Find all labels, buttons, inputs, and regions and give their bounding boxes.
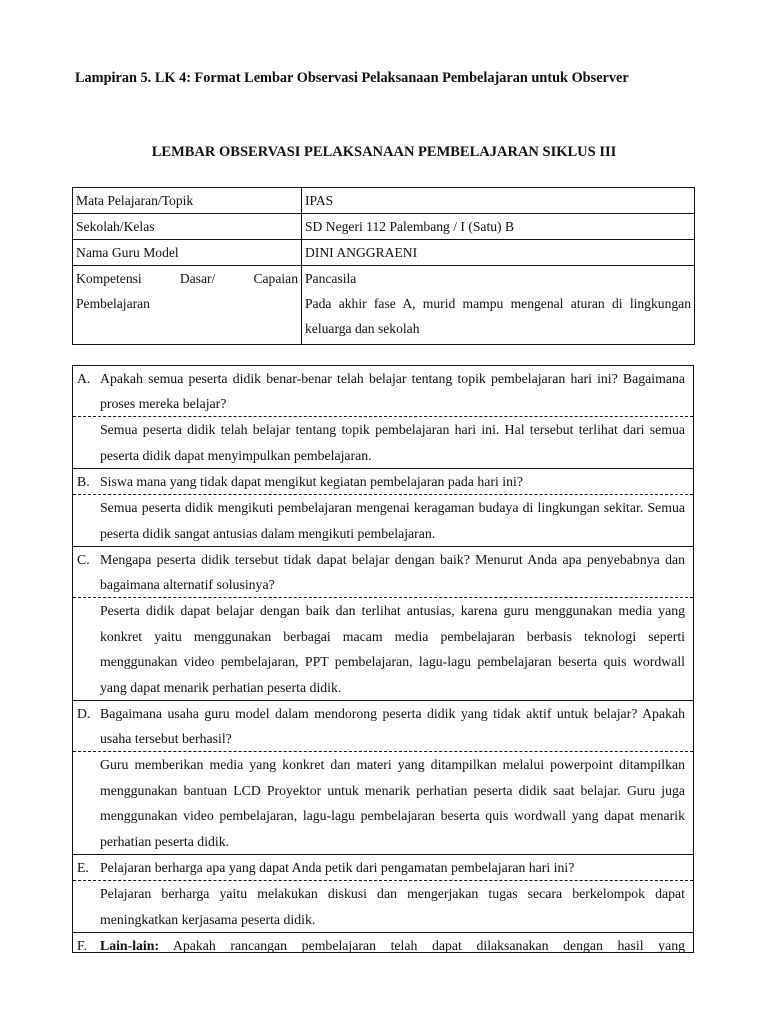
question-letter: D. bbox=[77, 706, 91, 721]
question-row-e bbox=[73, 854, 693, 880]
question-row-d bbox=[73, 700, 693, 751]
table-row bbox=[73, 214, 695, 240]
answer-text-a: Semua peserta didik telah belajar tentang topik pembelajaran hari ini. Hal tersebut terlihat dari semua peserta didik dapat menyimpulkan pembelajaran. bbox=[73, 416, 693, 468]
info-value: DINI ANGGRAENI bbox=[302, 240, 695, 266]
page-title: LEMBAR OBSERVASI PELAKSANAAN PEMBELAJARAN SIKLUS III bbox=[151, 144, 617, 160]
question-row-a bbox=[73, 366, 693, 416]
question-text: Apakah semua peserta didik benar-benar telah belajar tentang topik pembelajaran hari ini? Bagaimana proses mereka belajar? bbox=[100, 371, 685, 411]
info-label: Nama Guru Model bbox=[73, 240, 302, 266]
info-value: SD Negeri 112 Palembang / I (Satu) B bbox=[302, 214, 695, 240]
question-row-f bbox=[73, 932, 693, 953]
question-text: Mengapa peserta didik tersebut tidak dapat belajar dengan baik? Menurut Anda apa penyebabnya dan bagaimana alternatif solusinya? bbox=[100, 552, 685, 592]
question-row-c bbox=[73, 546, 693, 597]
observation-questions bbox=[72, 365, 694, 953]
question-letter: B. bbox=[77, 474, 90, 489]
question-letter: E. bbox=[77, 860, 89, 875]
answer-text-d: Guru memberikan media yang konkret dan materi yang ditampilkan melalui powerpoint ditampilkan menggunakan bantuan LCD Proyektor untuk menarik perhatian peserta didik saat belajar. Guru juga menggunakan video pembelajaran, lagu-lagu pembelajaran beserta quis wordwall yang dapat menarik perhatian peserta didik. bbox=[73, 751, 693, 854]
kompetensi-value-line1: Pancasila bbox=[305, 271, 357, 286]
kompetensi-value-para: Pada akhir fase A, murid mampu mengenal aturan di lingkungan keluarga dan sekolah bbox=[305, 296, 691, 336]
attachment-heading: Lampiran 5. LK 4: Format Lembar Observasi Pelaksanaan Pembelajaran untuk Observer bbox=[75, 70, 629, 86]
question-letter: A. bbox=[77, 371, 91, 386]
question-row-b bbox=[73, 468, 693, 494]
answer-text-e: Pelajaran berharga yaitu melakukan diskusi dan mengerjakan tugas secara berkelompok dapat meningkatkan kerjasama peserta didik. bbox=[73, 880, 693, 932]
question-text: Pelajaran berharga apa yang dapat Anda petik dari pengamatan pembelajaran hari ini? bbox=[100, 860, 575, 875]
kompetensi-label-line2: Pembelajaran bbox=[76, 296, 150, 311]
question-text: Bagaimana usaha guru model dalam mendorong peserta didik yang tidak aktif untuk belajar? Apakah usaha tersebut berhasil? bbox=[100, 706, 685, 746]
question-text bbox=[100, 933, 693, 953]
table-row bbox=[73, 266, 695, 345]
info-value: IPAS bbox=[302, 188, 695, 214]
question-letter: F. bbox=[77, 938, 88, 953]
answer-text-c: Peserta didik dapat belajar dengan baik dan terlihat antusias, karena guru menggunakan media yang konkret yaitu menggunakan berbagai macam media pembelajaran berbasis teknologi seperti menggunakan video pembelajaran, PPT pembelajaran, lagu-lagu pembelajaran beserta quis wordwall yang dapat menarik perhatian peserta didik. bbox=[73, 597, 693, 700]
table-row bbox=[73, 188, 695, 214]
kompetensi-label-line1: Kompetensi Dasar/ Capaian bbox=[76, 271, 298, 286]
info-label: Sekolah/Kelas bbox=[73, 214, 302, 240]
question-text: Siswa mana yang tidak dapat mengikut kegiatan pembelajaran pada hari ini? bbox=[100, 474, 523, 489]
other-question-text: Apakah rancangan pembelajaran telah dapat dilaksanakan dengan hasil yang bbox=[159, 938, 685, 953]
info-label-kompetensi bbox=[73, 266, 302, 345]
table-row bbox=[73, 240, 695, 266]
info-label: Mata Pelajaran/Topik bbox=[73, 188, 302, 214]
info-value-kompetensi bbox=[302, 266, 695, 345]
other-label: Lain-lain: bbox=[100, 938, 160, 953]
answer-text-b: Semua peserta didik mengikuti pembelajaran mengenai keragaman budaya di lingkungan sekitar. Semua peserta didik sangat antusias dalam mengikuti pembelajaran. bbox=[73, 494, 693, 546]
question-letter: C. bbox=[77, 552, 90, 567]
info-table bbox=[72, 187, 695, 345]
